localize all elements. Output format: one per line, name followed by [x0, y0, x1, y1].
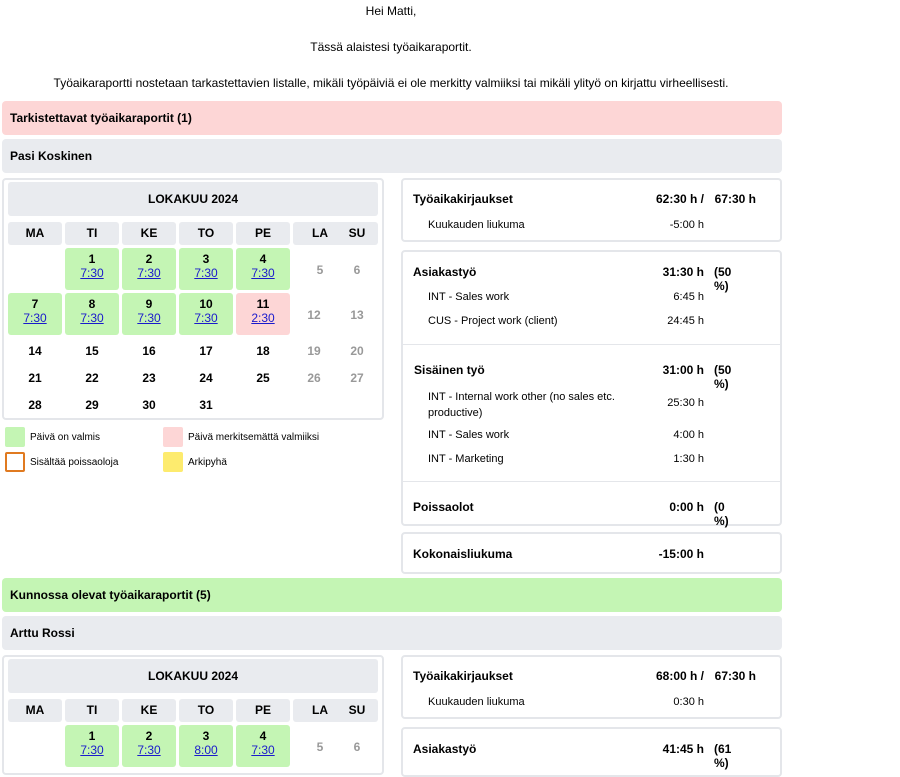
monthly-flex-value: 0:30 h [673, 696, 704, 708]
calendar-day: 27 [350, 371, 364, 385]
day-number: 4 [259, 252, 267, 266]
calendar-day: 22 [85, 371, 99, 385]
calendar-day: 21 [28, 371, 42, 385]
entries-value: 68:00 h / [655, 669, 704, 683]
ok-section-banner: Kunnossa olevat työaikaraportit (5) [2, 578, 782, 612]
work-breakdown-panel: Asiakastyö 41:45 h (61 %) [401, 727, 782, 777]
calendar-month: LOKAKUU 2024 [8, 182, 378, 216]
internal-item-label: INT - Internal work other (no sales etc. productive) [428, 391, 615, 419]
day-hours-link[interactable]: 7:30 [80, 266, 104, 280]
weekday-mon: MA [8, 222, 62, 245]
day-hours-link[interactable]: 7:30 [194, 266, 218, 280]
absence-label: Poissaolot [413, 500, 474, 514]
internal-item-value: 25:30 h [667, 397, 704, 409]
calendar-day: 26 [307, 371, 321, 385]
calendar-day: 30 [142, 398, 156, 412]
day-hours-link[interactable]: 7:30 [137, 266, 161, 280]
day-hours-link[interactable]: 7:30 [80, 311, 104, 325]
calendar-day[interactable] [122, 725, 176, 767]
weekday-fri: PE [236, 699, 290, 722]
day-hours-link[interactable]: 7:30 [194, 311, 218, 325]
internal-work-value: 31:00 h [662, 363, 704, 377]
entries-target: 67:30 h [714, 192, 756, 206]
internal-item-label: INT - Marketing [428, 453, 504, 465]
calendar-day[interactable] [65, 248, 119, 290]
weekday-thu: TO [179, 699, 233, 722]
divider [403, 481, 780, 482]
day-number: 7 [31, 297, 39, 311]
absence-value: 0:00 h [669, 500, 704, 514]
day-number: 1 [88, 729, 96, 743]
calendar-day: 20 [350, 344, 364, 358]
monthly-flex-value: -5:00 h [669, 219, 704, 231]
weekday-thu: TO [179, 222, 233, 245]
weekday-wed: KE [122, 222, 176, 245]
calendar-day: 15 [85, 344, 99, 358]
legend-holiday-swatch [163, 452, 183, 472]
calendar-day: 13 [350, 308, 364, 322]
calendar-day: 17 [199, 344, 213, 358]
calendar-day: 18 [256, 344, 270, 358]
weekday-tue: TI [65, 699, 119, 722]
day-number: 11 [256, 297, 270, 311]
weekday-sat: LA [293, 222, 347, 245]
explanation-text: Työaikaraportti nostetaan tarkastettavien listalle, mikäli työpäiviä ei ole merkitty valmiiksi tai mikäli ylityö on kirjattu virheellisesti. [53, 76, 729, 90]
weekday-fri: PE [236, 222, 290, 245]
calendar-day[interactable] [179, 248, 233, 290]
employee-name: Pasi Koskinen [2, 139, 782, 173]
customer-work-label: Asiakastyö [413, 742, 477, 756]
calendar-day[interactable] [179, 293, 233, 335]
entries-label: Työaikakirjaukset [413, 192, 513, 206]
legend-not-done-swatch [163, 427, 183, 447]
entries-panel [401, 178, 782, 242]
legend-done-label: Päivä on valmis [30, 432, 101, 443]
weekday-sun: SU [336, 222, 378, 245]
day-number: 8 [88, 297, 96, 311]
day-hours-link[interactable]: 7:30 [251, 266, 275, 280]
calendar-day: 5 [316, 740, 324, 754]
internal-item-label: INT - Sales work [428, 429, 510, 441]
review-section-banner: Tarkistettavat työaikaraportit (1) [2, 101, 782, 135]
total-flex-value: -15:00 h [658, 547, 704, 561]
calendar-day-incomplete[interactable] [236, 293, 290, 335]
work-breakdown-panel: Asiakastyö 31:30 h (50 %) INT - Sales work 6:45 h CUS - Project work (client) 24:45 h Sisäinen työ 31:00 h (50 %) INT - Internal work other (no sales etc. productive) 25:30 h INT - Sales work 4:00 h INT - Marketing 1:30 h Poissaolot 0:00 h (0 %) [401, 250, 782, 526]
entries-target: 67:30 h [714, 669, 756, 683]
legend-absence-swatch [5, 452, 25, 472]
day-number: 3 [202, 252, 210, 266]
calendar-day[interactable] [65, 725, 119, 767]
legend-not-done-label: Päivä merkitsemättä valmiiksi [188, 432, 320, 443]
intro-text: Tässä alaistesi työaikaraportit. [310, 40, 472, 54]
calendar-day: 28 [28, 398, 42, 412]
legend-holiday-label: Arkipyhä [188, 457, 227, 468]
calendar-day: 31 [199, 398, 213, 412]
monthly-flex-label: Kuukauden liukuma [428, 219, 525, 231]
internal-item-value: 1:30 h [673, 453, 704, 465]
calendar-day: 5 [316, 263, 324, 277]
calendar-day[interactable] [122, 293, 176, 335]
calendar-day[interactable] [122, 248, 176, 290]
employee-name: Arttu Rossi [2, 616, 782, 650]
legend-done-swatch [5, 427, 25, 447]
calendar-day[interactable] [179, 725, 233, 767]
customer-work-value: 31:30 h [662, 265, 704, 279]
calendar-day: 25 [256, 371, 270, 385]
day-hours-link[interactable]: 8:00 [194, 743, 218, 757]
entries-value: 62:30 h / [655, 192, 704, 206]
calendar-month: LOKAKUU 2024 [8, 659, 378, 693]
monthly-flex-label: Kuukauden liukuma [428, 696, 525, 708]
customer-item-value: 24:45 h [667, 315, 704, 327]
weekday-wed: KE [122, 699, 176, 722]
internal-item-value: 4:00 h [673, 429, 704, 441]
day-number: 9 [145, 297, 153, 311]
customer-item-value: 6:45 h [673, 291, 704, 303]
customer-item-label: INT - Sales work [428, 291, 510, 303]
weekday-sat: LA [293, 699, 347, 722]
calendar-day: 29 [85, 398, 99, 412]
day-hours-link[interactable]: 7:30 [137, 311, 161, 325]
total-flex-label: Kokonaisliukuma [413, 547, 513, 561]
calendar-day: 16 [142, 344, 156, 358]
customer-item-label: CUS - Project work (client) [428, 315, 558, 327]
day-number: 3 [202, 729, 210, 743]
day-hours-link[interactable]: 7:30 [80, 743, 104, 757]
day-number: 1 [88, 252, 96, 266]
day-number: 4 [259, 729, 267, 743]
internal-work-label: Sisäinen työ [414, 363, 485, 377]
calendar-day: 14 [28, 344, 42, 358]
divider [403, 344, 780, 345]
entries-panel [401, 655, 782, 719]
greeting: Hei Matti, [365, 4, 417, 18]
calendar-day[interactable] [236, 725, 290, 767]
weekday-tue: TI [65, 222, 119, 245]
calendar-day: 19 [307, 344, 321, 358]
calendar-day[interactable] [8, 293, 62, 335]
calendar-day[interactable] [65, 293, 119, 335]
calendar-day: 12 [307, 308, 321, 322]
customer-work-label: Asiakastyö [413, 265, 477, 279]
day-number: 2 [145, 252, 153, 266]
calendar-day: 6 [353, 740, 361, 754]
day-hours-link[interactable]: 7:30 [137, 743, 161, 757]
day-number: 10 [199, 297, 213, 311]
calendar-day[interactable] [236, 248, 290, 290]
calendar [2, 655, 384, 775]
calendar-day: 6 [353, 263, 361, 277]
day-hours-link[interactable]: 2:30 [251, 311, 275, 325]
legend-absence-label: Sisältää poissaoloja [30, 457, 119, 468]
day-hours-link[interactable]: 7:30 [23, 311, 47, 325]
entries-label: Työaikakirjaukset [413, 669, 513, 683]
calendar-day: 23 [142, 371, 156, 385]
weekday-mon: MA [8, 699, 62, 722]
weekday-sun: SU [336, 699, 378, 722]
calendar-day: 24 [199, 371, 213, 385]
day-number: 2 [145, 729, 153, 743]
calendar [2, 178, 384, 420]
total-flex-panel [401, 532, 782, 574]
customer-work-value: 41:45 h [662, 742, 704, 756]
day-hours-link[interactable]: 7:30 [251, 743, 275, 757]
